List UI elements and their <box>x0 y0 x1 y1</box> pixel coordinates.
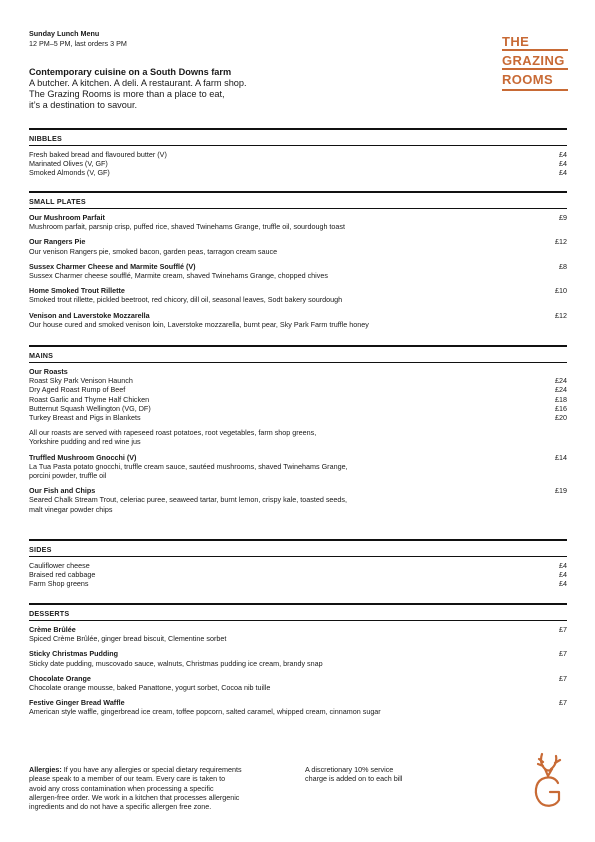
item-name: Crème Brûlée <box>29 625 76 634</box>
section-title: SIDES <box>29 545 52 554</box>
item-name: Smoked Almonds (V, GF) <box>29 168 110 178</box>
allergy-line: ingredients and do not have a specific allergen free zone. <box>29 802 212 812</box>
deer-g-emblem-icon <box>530 752 564 817</box>
menu-item <box>29 168 567 177</box>
item-description: Mushroom parfait, parsnip crisp, puffed rice, shaved Twinehams Grange, truffle oil, sourdough toast <box>29 222 346 232</box>
section-sides <box>29 539 567 589</box>
allergy-line: avoid any cross contamination when processing a specific <box>29 783 214 793</box>
section-rule <box>29 620 567 621</box>
item-price: £7 <box>559 649 567 659</box>
allergy-line: please speak to a member of our team. Every care is taken to <box>29 774 226 784</box>
section-small-plates <box>29 191 567 329</box>
item-price: £4 <box>559 159 567 169</box>
item-price: £12 <box>555 237 567 247</box>
item-description: Spiced Crème Brûlée, ginger bread biscuit, Clementine sorbet <box>29 634 227 644</box>
item-price: £4 <box>559 168 567 178</box>
service-charge-notice <box>305 765 445 784</box>
grazing-rooms-logo <box>502 34 568 91</box>
section-rule <box>29 362 567 363</box>
menu-item <box>29 486 567 495</box>
menu-item <box>29 674 567 683</box>
item-price: £12 <box>555 310 567 320</box>
menu-item <box>29 413 567 422</box>
menu-item <box>29 150 567 159</box>
item-description: La Tua Pasta potato gnocchi, truffle cream sauce, sautéed mushrooms, shaved Twinehams Grange, <box>29 461 348 471</box>
menu-item <box>29 453 567 462</box>
item-name: Fresh baked bread and flavoured butter (V) <box>29 150 167 159</box>
menu-item <box>29 376 567 385</box>
item-description: Chocolate orange mousse, baked Panattone, yogurt sorbet, Cocoa nib tuille <box>29 683 271 693</box>
section-rule <box>29 145 567 146</box>
item-name: Marinated Olives (V, GF) <box>29 159 108 169</box>
section-rule <box>29 556 567 557</box>
item-description: malt vinegar powder chips <box>29 504 113 514</box>
item-description: Smoked trout rillette, pickled beetroot, red chicory, dill oil, seasonal leaves, Sodt bakery sourdough <box>29 295 343 305</box>
service-line: charge is added on to each bill <box>305 774 403 784</box>
service-line: A discretionary 10% service <box>305 765 394 774</box>
menu-item <box>29 561 567 570</box>
item-description: American style waffle, gingerbread ice cream, toffee popcorn, salted caramel, whipped cream, cinnamon sugar <box>29 707 381 717</box>
item-name: Sticky Christmas Pudding <box>29 649 119 659</box>
menu-item <box>29 385 567 394</box>
item-price: £16 <box>555 403 567 413</box>
menu-item <box>29 311 567 320</box>
menu-item <box>29 579 567 588</box>
menu-item <box>29 649 567 658</box>
item-price: £14 <box>555 452 567 462</box>
item-name: Our Fish and Chips <box>29 486 96 496</box>
item-price: £24 <box>555 385 567 395</box>
item-description: Our house cured and smoked venison loin, Laverstoke mozzarella, burnt pear, Sky Park Farm truffle honey <box>29 319 369 329</box>
menu-item <box>29 404 567 413</box>
item-price: £7 <box>559 673 567 683</box>
menu-item <box>29 262 567 271</box>
logo-rule <box>502 49 568 51</box>
section-title: MAINS <box>29 351 54 360</box>
item-description: Sussex Charmer cheese soufflé, Marmite cream, shaved Twinehams Grange, chopped chives <box>29 271 328 281</box>
item-price: £7 <box>559 698 567 708</box>
section-title: NIBBLES <box>29 134 62 143</box>
section-desserts <box>29 603 567 717</box>
item-name: Braised red cabbage <box>29 570 96 580</box>
item-price: £24 <box>555 376 567 386</box>
item-description: Sticky date pudding, muscovado sauce, walnuts, Christmas pudding ice cream, brandy snap <box>29 658 323 668</box>
item-name: Our Rangers Pie <box>29 237 86 247</box>
item-name: Venison and Laverstoke Mozzarella <box>29 310 150 320</box>
item-price: £4 <box>559 579 567 589</box>
item-name: Roast Sky Park Venison Haunch <box>29 376 133 386</box>
logo-line: ROOMS <box>502 72 554 87</box>
item-name: Farm Shop greens <box>29 579 89 589</box>
roasts-title: Our Roasts <box>29 367 68 376</box>
item-price: £19 <box>555 486 567 496</box>
item-price: £4 <box>559 570 567 580</box>
allergy-notice <box>29 765 279 811</box>
item-name: Turkey Breast and Pigs in Blankets <box>29 413 141 423</box>
menu-title: Sunday Lunch Menu <box>29 29 100 38</box>
item-description: Our venison Rangers pie, smoked bacon, garden peas, tarragon cream sauce <box>29 246 278 256</box>
item-description: porcini powder, truffle oil <box>29 471 107 481</box>
menu-item <box>29 570 567 579</box>
item-name: Cauliflower cheese <box>29 561 90 570</box>
section-rule <box>29 208 567 209</box>
logo-rule <box>502 68 568 70</box>
roasts-note: All our roasts are served with rapeseed roast potatoes, root vegetables, farm shop greens, <box>29 428 317 438</box>
item-price: £9 <box>559 213 567 222</box>
item-name: Dry Aged Roast Rump of Beef <box>29 385 126 395</box>
intro-headline: Contemporary cuisine on a South Downs farm <box>29 67 232 77</box>
logo-rule <box>502 89 568 91</box>
allergy-text: If you have any allergies or special dietary requirements <box>61 765 242 774</box>
item-description: Seared Chalk Stream Trout, celeriac puree, seaweed tartar, burnt lemon, crispy kale, toasted seeds, <box>29 495 348 505</box>
item-price: £4 <box>559 561 567 570</box>
intro-line: The Grazing Rooms is more than a place to eat, <box>29 89 225 99</box>
item-price: £10 <box>555 286 567 296</box>
item-name: Truffled Mushroom Gnocchi (V) <box>29 452 137 462</box>
section-title: DESSERTS <box>29 609 70 618</box>
item-price: £20 <box>555 413 567 423</box>
item-price: £8 <box>559 261 567 271</box>
item-name: Sussex Charmer Cheese and Marmite Soufflé (V) <box>29 261 196 271</box>
item-price: £4 <box>559 150 567 159</box>
menu-item <box>29 213 567 222</box>
menu-item <box>29 698 567 707</box>
item-price: £7 <box>559 625 567 634</box>
item-price: £18 <box>555 394 567 404</box>
menu-item <box>29 625 567 634</box>
logo-line: GRAZING <box>502 53 565 68</box>
allergy-line: allergen-free order. We work in a kitchen that processes allergenic <box>29 792 240 802</box>
menu-item <box>29 237 567 246</box>
roasts-note: Yorkshire pudding and red wine jus <box>29 437 141 447</box>
section-title: SMALL PLATES <box>29 197 86 206</box>
menu-item <box>29 395 567 404</box>
intro-line: A butcher. A kitchen. A deli. A restaurant. A farm shop. <box>29 78 247 88</box>
item-name: Festive Ginger Bread Waffle <box>29 698 125 708</box>
section-mains <box>29 345 567 514</box>
allergy-line <box>29 765 279 774</box>
menu-hours: 12 PM–5 PM, last orders 3 PM <box>29 39 127 48</box>
item-name: Butternut Squash Wellington (VG, DF) <box>29 403 151 413</box>
menu-item <box>29 286 567 295</box>
allergy-label: Allergies: <box>29 765 62 774</box>
item-name: Our Mushroom Parfait <box>29 213 105 222</box>
menu-item <box>29 159 567 168</box>
item-name: Home Smoked Trout Rillette <box>29 286 125 296</box>
item-name: Chocolate Orange <box>29 673 91 683</box>
logo-line: THE <box>502 34 530 49</box>
intro-line: it’s a destination to savour. <box>29 100 138 110</box>
section-nibbles <box>29 128 567 178</box>
item-name: Roast Garlic and Thyme Half Chicken <box>29 394 150 404</box>
